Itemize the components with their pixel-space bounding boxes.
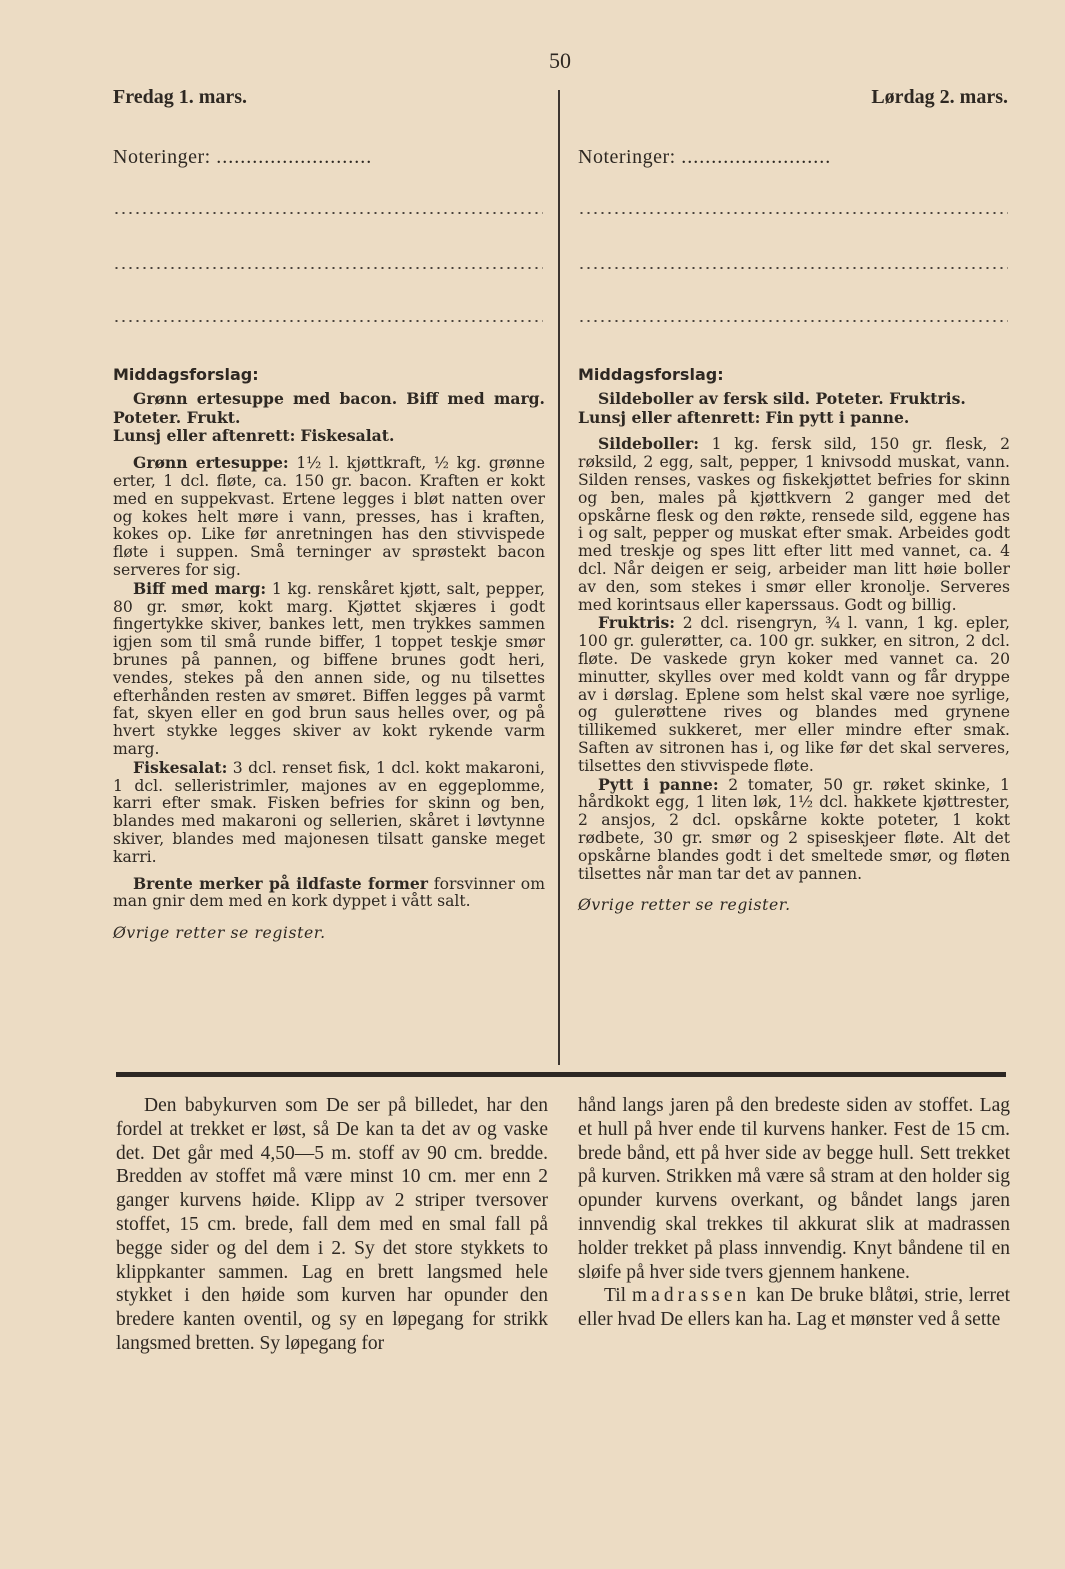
recipe-paragraph: Biff med marg: 1 kg. renskåret kjøtt, salt, pepper, 80 gr. smør, kokt marg. Kjøttet skjæres i godt fingertykke skiver, bankes lett, men trykkes sammen igjen som til små runde biffer, 1 toppet teskje smør brunes på pannen, og biffene brunes godt heri, vendes, stekes på den annen side, og nu tilsettes efterhånden resten av smøret. Biffen legges på varmt fat, skyen eller en god brun saus helles over, og på hvert stykke legges skiver av kokt rykende varm marg. [113, 578, 545, 758]
note-line [578, 212, 1008, 214]
lunch-suggestion: Lunsj eller aftenrett: Fiskesalat. [113, 426, 395, 446]
article-paragraph: hånd langs jaren på den bredeste siden av stoffet. Lag et hull på hver ende til kurvens hanker. Fest de 15 cm. brede bånd, ett på hver side av begge hull. Sett trekket på kurven. Strikken må være så stram at den holder sig opunder kurvens overkant, og båndet langs jaren innvendig skal trekkes til akkurat slik at madrassen holder trekket på plass innvendig. Knyt båndene til en sløife på hver side tvers gjennem hankene. [578, 1095, 1010, 1283]
notes-label-right: Noteringer: ......................... [578, 146, 832, 168]
day-heading-left: Fredag 1. mars. [113, 86, 248, 108]
note-line [113, 267, 543, 269]
day-heading-right: Lørdag 2. mars. [871, 86, 1008, 108]
note-line [113, 320, 543, 322]
note-line [578, 267, 1008, 269]
column-divider [558, 90, 560, 1065]
section-rule [116, 1072, 1006, 1077]
dinner-label: Middagsforslag: [578, 365, 724, 384]
recipe-paragraph: Grønn ertesuppe: 1½ l. kjøttkraft, ½ kg. grønne erter, 1 dcl. fløte, ca. 150 gr. bacon. Kraften er kokt med en suppekvast. Ertene legges i bløt natten over og kokes helt møre i vann, presses, has i kraften, kokes op. Like før anretningen has den stivvispede fløte i suppen. Små terninger av sprøstekt bacon serveres for sig. [113, 453, 545, 579]
recipe-block-left [113, 366, 545, 943]
notes-dots: .......................... [216, 146, 373, 168]
recipe-block-right [578, 366, 1010, 915]
article-paragraph: Til madrassen kan De bruke blåtøi, strie, lerret eller hvad De ellers kan ha. Lag et mønster ved å sette [578, 1285, 1011, 1331]
note-line [113, 212, 543, 214]
article-column-left [116, 1094, 548, 1356]
other-dishes-note: Øvrige retter se register. [113, 924, 326, 943]
note-line [578, 320, 1008, 322]
household-tip: Brente merker på ildfaste former forsvinner om man gnir dem med en kork dyppet i vått salt. [113, 873, 545, 911]
notes-dots: ......................... [681, 146, 832, 168]
spaced-word: madrassen [632, 1285, 751, 1307]
lunch-suggestion: Lunsj eller aftenrett: Fin pytt i panne. [578, 407, 910, 427]
dinner-suggestion: Grønn ertesuppe med bacon. Biff med marg. Poteter. Frukt. [113, 388, 545, 427]
recipe-paragraph: Fiskesalat: 3 dcl. renset fisk, 1 dcl. kokt makaroni, 1 dcl. selleristrimler, majones av en eggeplomme, karri efter smak. Fisken befries for skinn og ben, blandes med makaroni og sellerien, skåret i løvtynne skiver, blandes med majonesen tilsatt ganske meget karri. [113, 757, 545, 866]
recipe-paragraph: Pytt i panne: 2 tomater, 50 gr. røket skinke, 1 hårdkokt egg, 1 liten løk, 1½ dcl. hakkete kjøttrester, 2 ansjos, 2 dcl. opskårne kokte poteter, 1 kokt rødbete, 30 gr. smør og 2 spiseskjeer fløte. Alt det opskårne blandes godt i det smeltede smør, og fløten tilsettes når man tar det av pannen. [578, 774, 1010, 883]
notes-label-left: Noteringer: .......................... [113, 146, 373, 168]
recipe-paragraph: Fruktris: 2 dcl. risengryn, ¾ l. vann, 1 kg. epler, 100 gr. gulerøtter, ca. 100 gr. sukker, en sitron, 2 dcl. fløte. De vaskede gryn koker med vannet ca. 20 minutter, skylles over med koldt vann og får dryppe av i dørslag. Eplene som helst skal være noe syrlige, og gulerøttene rives og blandes med grynene tillikemed sukkeret, mer eller mindre efter smak. Saften av sitronen has i, og like før det skal serveres, tilsettes den stivvispede fløte. [578, 613, 1010, 775]
article-paragraph: Den babykurven som De ser på billedet, har den fordel at trekket er løst, så De kan ta det av og vaske det. Det går med 4,50—5 m. stoff av 90 cm. bredde. Bredden av stoffet må være minst 10 cm. mer enn 2 ganger kurvens høide. Klipp av 2 striper tversover stoffet, 15 cm. brede, fall dem med en smal fall på begge sider og del dem i 2. Sy det store stykkets to klippkanter sammen. Lag en brett langsmed hele stykket i den høide som kurven har opunder den bredere kanten oventil, og sy en løpegang for strikk langsmed bretten. Sy løpegang for [116, 1095, 548, 1354]
dinner-label: Middagsforslag: [113, 365, 259, 384]
article-column-right [578, 1094, 1010, 1332]
dinner-suggestion: Sildeboller av fersk sild. Poteter. Fruktris. [598, 388, 966, 408]
other-dishes-note: Øvrige retter se register. [578, 896, 791, 915]
recipe-paragraph: Sildeboller: 1 kg. fersk sild, 150 gr. flesk, 2 røksild, 2 egg, salt, pepper, 1 knivsodd muskat, vann. Silden renses, vaskes og fiskekjøttet befries for skinn og ben, males på kjøttkvern 2 ganger med det opskårne flesk og den røkte, rensede sild, eggene has i og salt, pepper og muskat efter smak. Arbeides godt med treskje og spes litt efter litt med vannet, ca. 4 dcl. Når deigen er seig, arbeider man litt høie boller av den, som stekes i smør eller kronolje. Serveres med korintsaus eller kaperssaus. Godt og billig. [578, 434, 1010, 614]
page-number: 50 [549, 48, 571, 73]
